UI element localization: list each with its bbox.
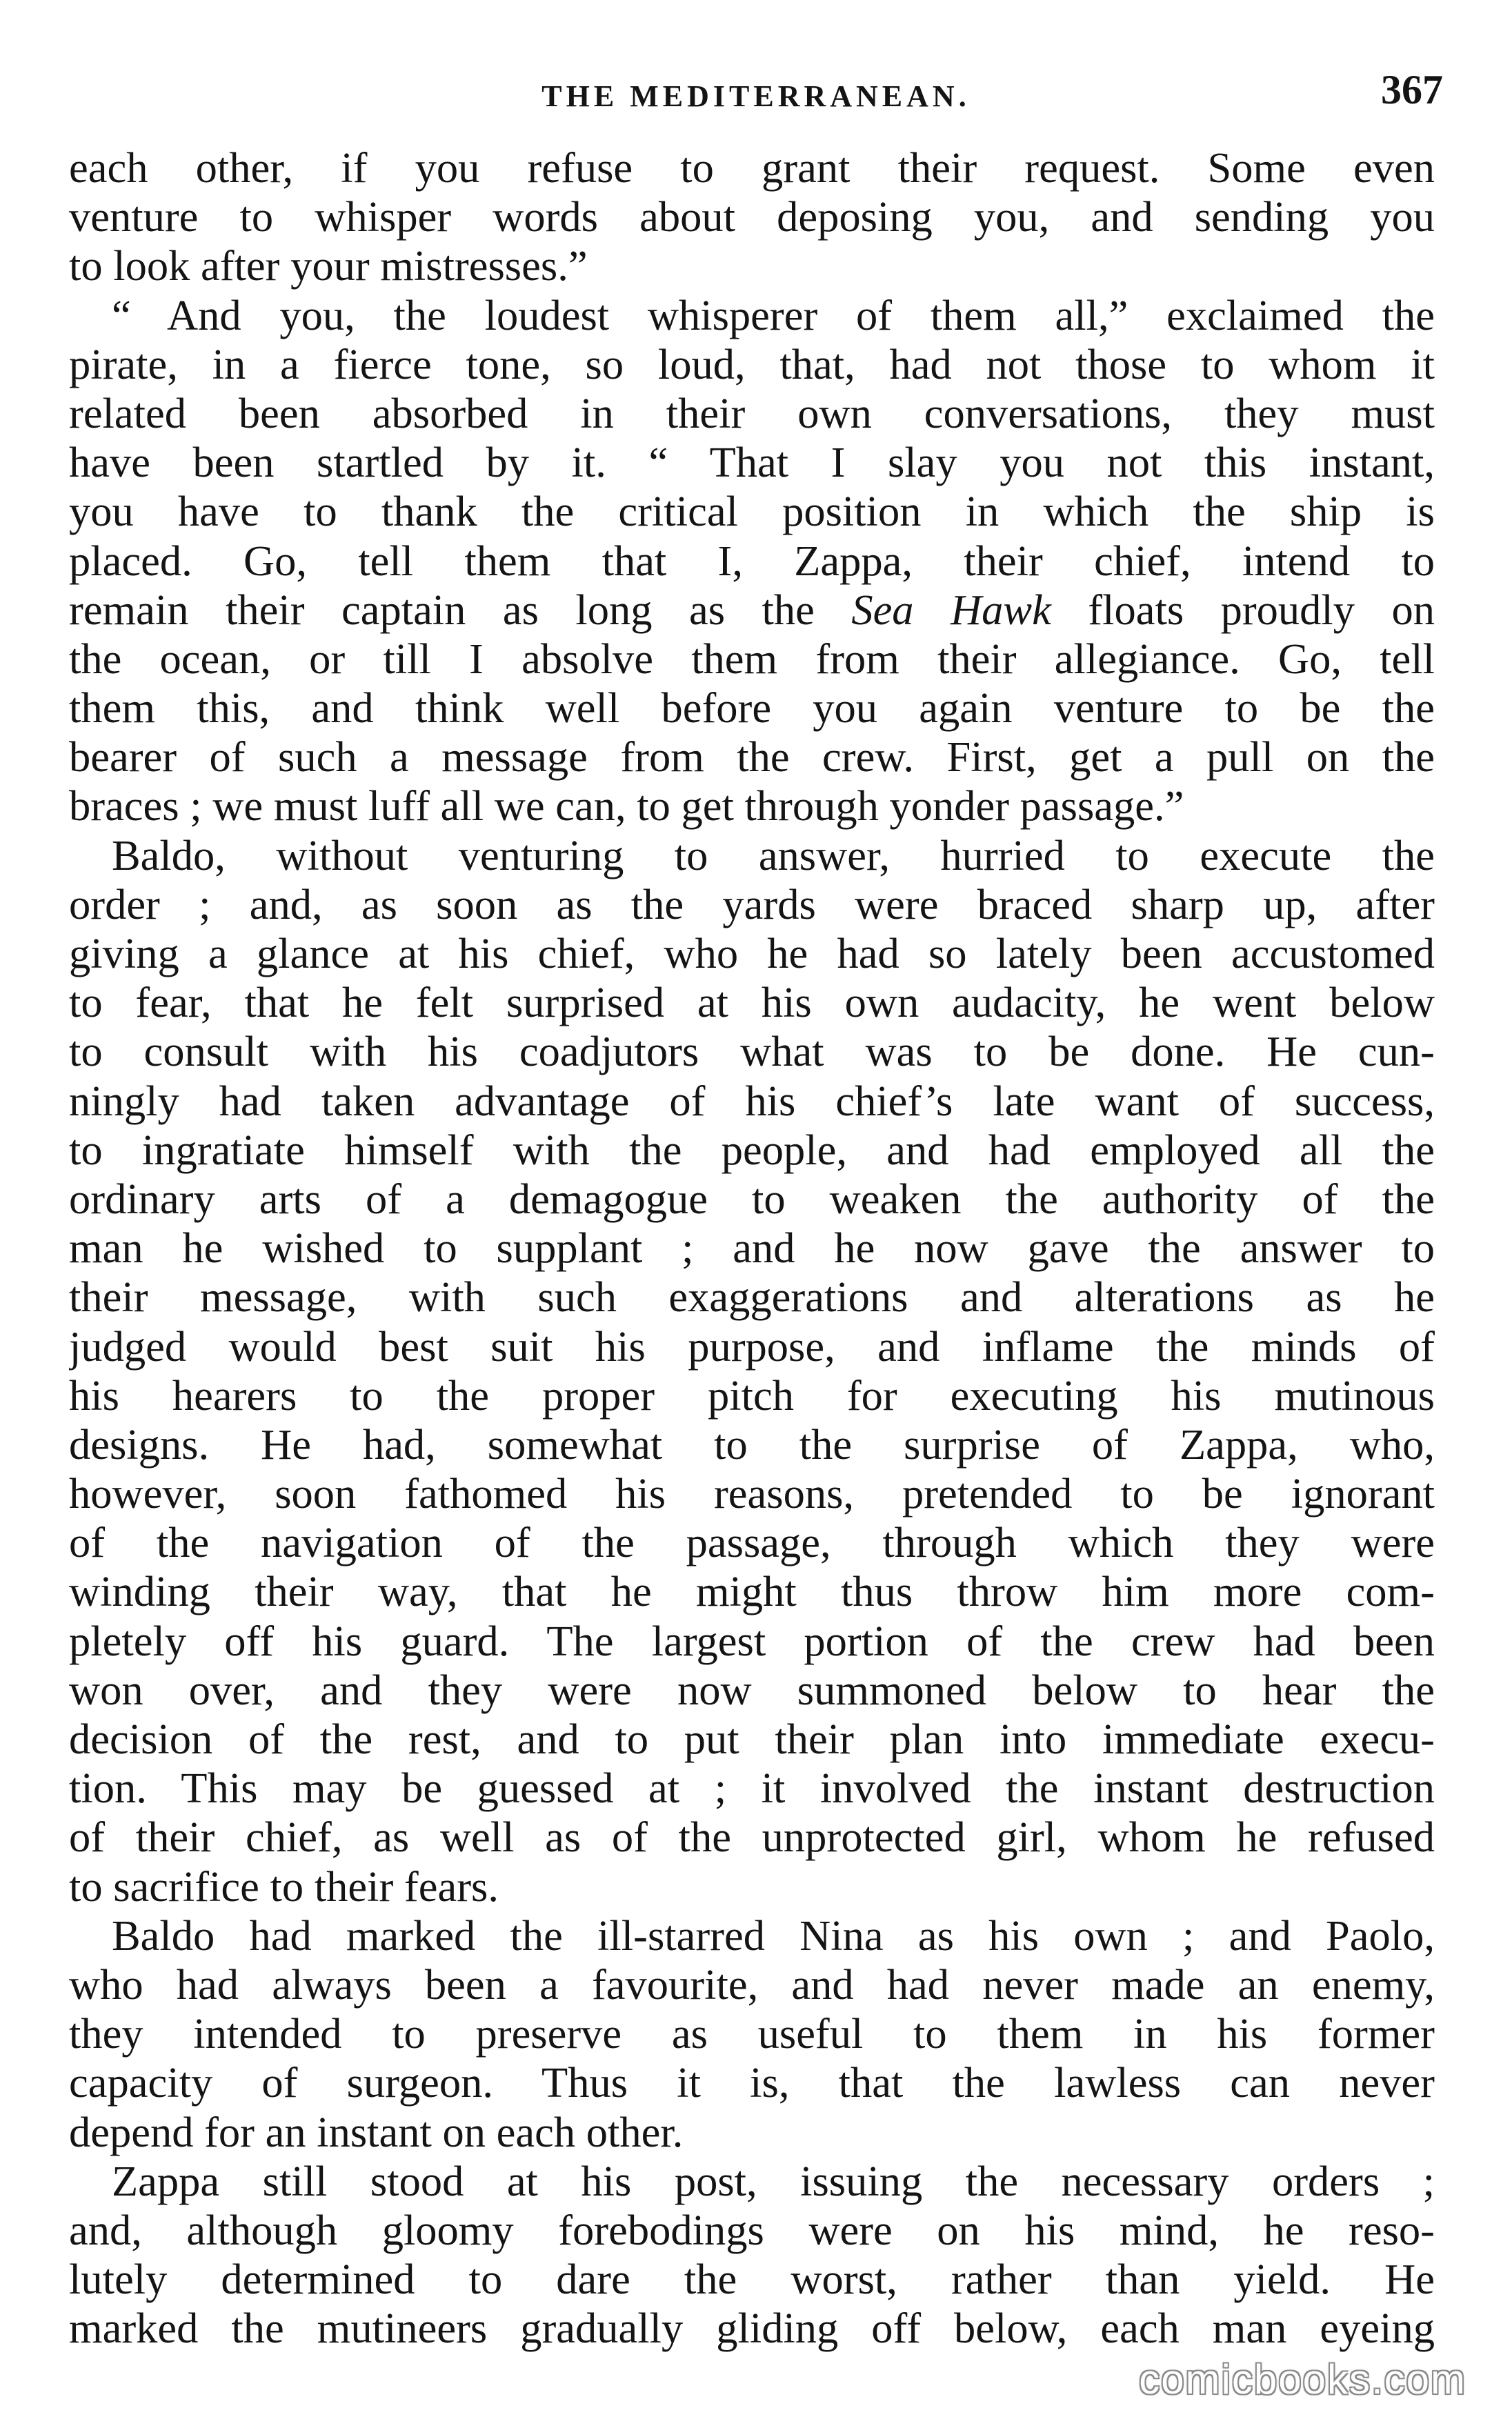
text-line: marked the mutineers gradually gliding off below, each man eyeing [69, 2304, 1435, 2353]
running-title: THE MEDITERRANEAN. [541, 79, 971, 113]
text-line: ordinary arts of a demagogue to weaken the authority of the [69, 1174, 1435, 1223]
watermark-text: comicbooks.com [1139, 2356, 1466, 2402]
text-line: winding their way, that he might thus throw him more com- [69, 1567, 1435, 1616]
text-line: have been startled by it. “ That I slay you not this instant, [69, 438, 1435, 487]
text-line: related been absorbed in their own conversations, they must [69, 388, 1435, 437]
text-line: his hearers to the proper pitch for executing his mutinous [69, 1371, 1435, 1420]
text-line: depend for an instant on each other. [69, 2107, 684, 2156]
text-line: designs. He had, somewhat to the surprise of Zappa, who, [69, 1420, 1435, 1469]
text-line: of the navigation of the passage, through which they were [69, 1518, 1435, 1567]
page-number: 367 [1381, 67, 1443, 112]
text-line: tion. This may be guessed at ; it involved the instant destruction [69, 1764, 1435, 1813]
text-line: each other, if you refuse to grant their request. Some even [69, 143, 1435, 192]
paragraph [69, 291, 1435, 831]
paragraph [69, 143, 1435, 291]
text-line: you have to thank the critical position in which the ship is [69, 487, 1435, 536]
text-line: bearer of such a message from the crew. First, get a pull on the [69, 733, 1435, 782]
text-line: to consult with his coadjutors what was to be done. He cun- [69, 1027, 1435, 1076]
text-line: “ And you, the loudest whisperer of them all,” exclaimed the [112, 290, 1435, 339]
text-line: order ; and, as soon as the yards were braced sharp up, after [69, 879, 1435, 928]
text-line: ningly had taken advantage of his chief’s late want of success, [69, 1076, 1435, 1125]
text-line: man he wished to supplant ; and he now gave the answer to [69, 1224, 1435, 1273]
text-line: their message, with such exaggerations and alterations as he [69, 1273, 1435, 1322]
text-line: remain their captain as long as the Sea Hawk floats proudly on [69, 585, 1435, 634]
text-line: however, soon fathomed his reasons, pretended to be ignorant [69, 1469, 1435, 1518]
text-line: pirate, in a fierce tone, so loud, that, had not those to whom it [69, 339, 1435, 388]
text-line: to sacrifice to their fears. [69, 1862, 499, 1911]
text-line: lutely determined to dare the worst, rather than yield. He [69, 2255, 1435, 2304]
text-line: they intended to preserve as useful to them in his former [69, 2009, 1435, 2058]
text-line: Zappa still stood at his post, issuing the necessary orders ; [112, 2156, 1435, 2205]
paragraph [69, 2157, 1435, 2354]
text-line: the ocean, or till I absolve them from their allegiance. Go, tell [69, 634, 1435, 683]
text-line: pletely off his guard. The largest portion of the crew had been [69, 1616, 1435, 1665]
text-line: braces ; we must luff all we can, to get through yonder passage.” [69, 782, 1184, 830]
text-line: capacity of surgeon. Thus it is, that the lawless can never [69, 2058, 1435, 2107]
ship-name: Sea Hawk [851, 585, 1051, 634]
text-line: decision of the rest, and to put their plan into immediate execu- [69, 1715, 1435, 1763]
text-line: giving a glance at his chief, who he had so lately been accustomed [69, 929, 1435, 977]
text-line: and, although gloomy forebodings were on his mind, he reso- [69, 2205, 1435, 2254]
page-header [69, 66, 1443, 128]
paragraph [69, 1911, 1435, 2157]
text-line: who had always been a favourite, and had never made an enemy, [69, 1960, 1435, 2009]
text-line: venture to whisper words about deposing you, and sending you [69, 192, 1435, 241]
text-line: them this, and think well before you again venture to be the [69, 684, 1435, 733]
text-line: to ingratiate himself with the people, and had employed all the [69, 1125, 1435, 1174]
text-line: of their chief, as well as of the unprotected girl, whom he refused [69, 1813, 1435, 1862]
text-line: to fear, that he felt surprised at his own audacity, he went below [69, 978, 1435, 1027]
text-line: Baldo, without venturing to answer, hurried to execute the [112, 830, 1435, 879]
body-text [69, 143, 1435, 2353]
text-line: Baldo had marked the ill-starred Nina as his own ; and Paolo, [112, 1911, 1435, 1960]
paragraph [69, 831, 1435, 1911]
text-line: to look after your mistresses.” [69, 241, 588, 290]
text-line: placed. Go, tell them that I, Zappa, their chief, intend to [69, 536, 1435, 585]
text-line: won over, and they were now summoned below to hear the [69, 1665, 1435, 1714]
text-line: judged would best suit his purpose, and inflame the minds of [69, 1322, 1435, 1371]
